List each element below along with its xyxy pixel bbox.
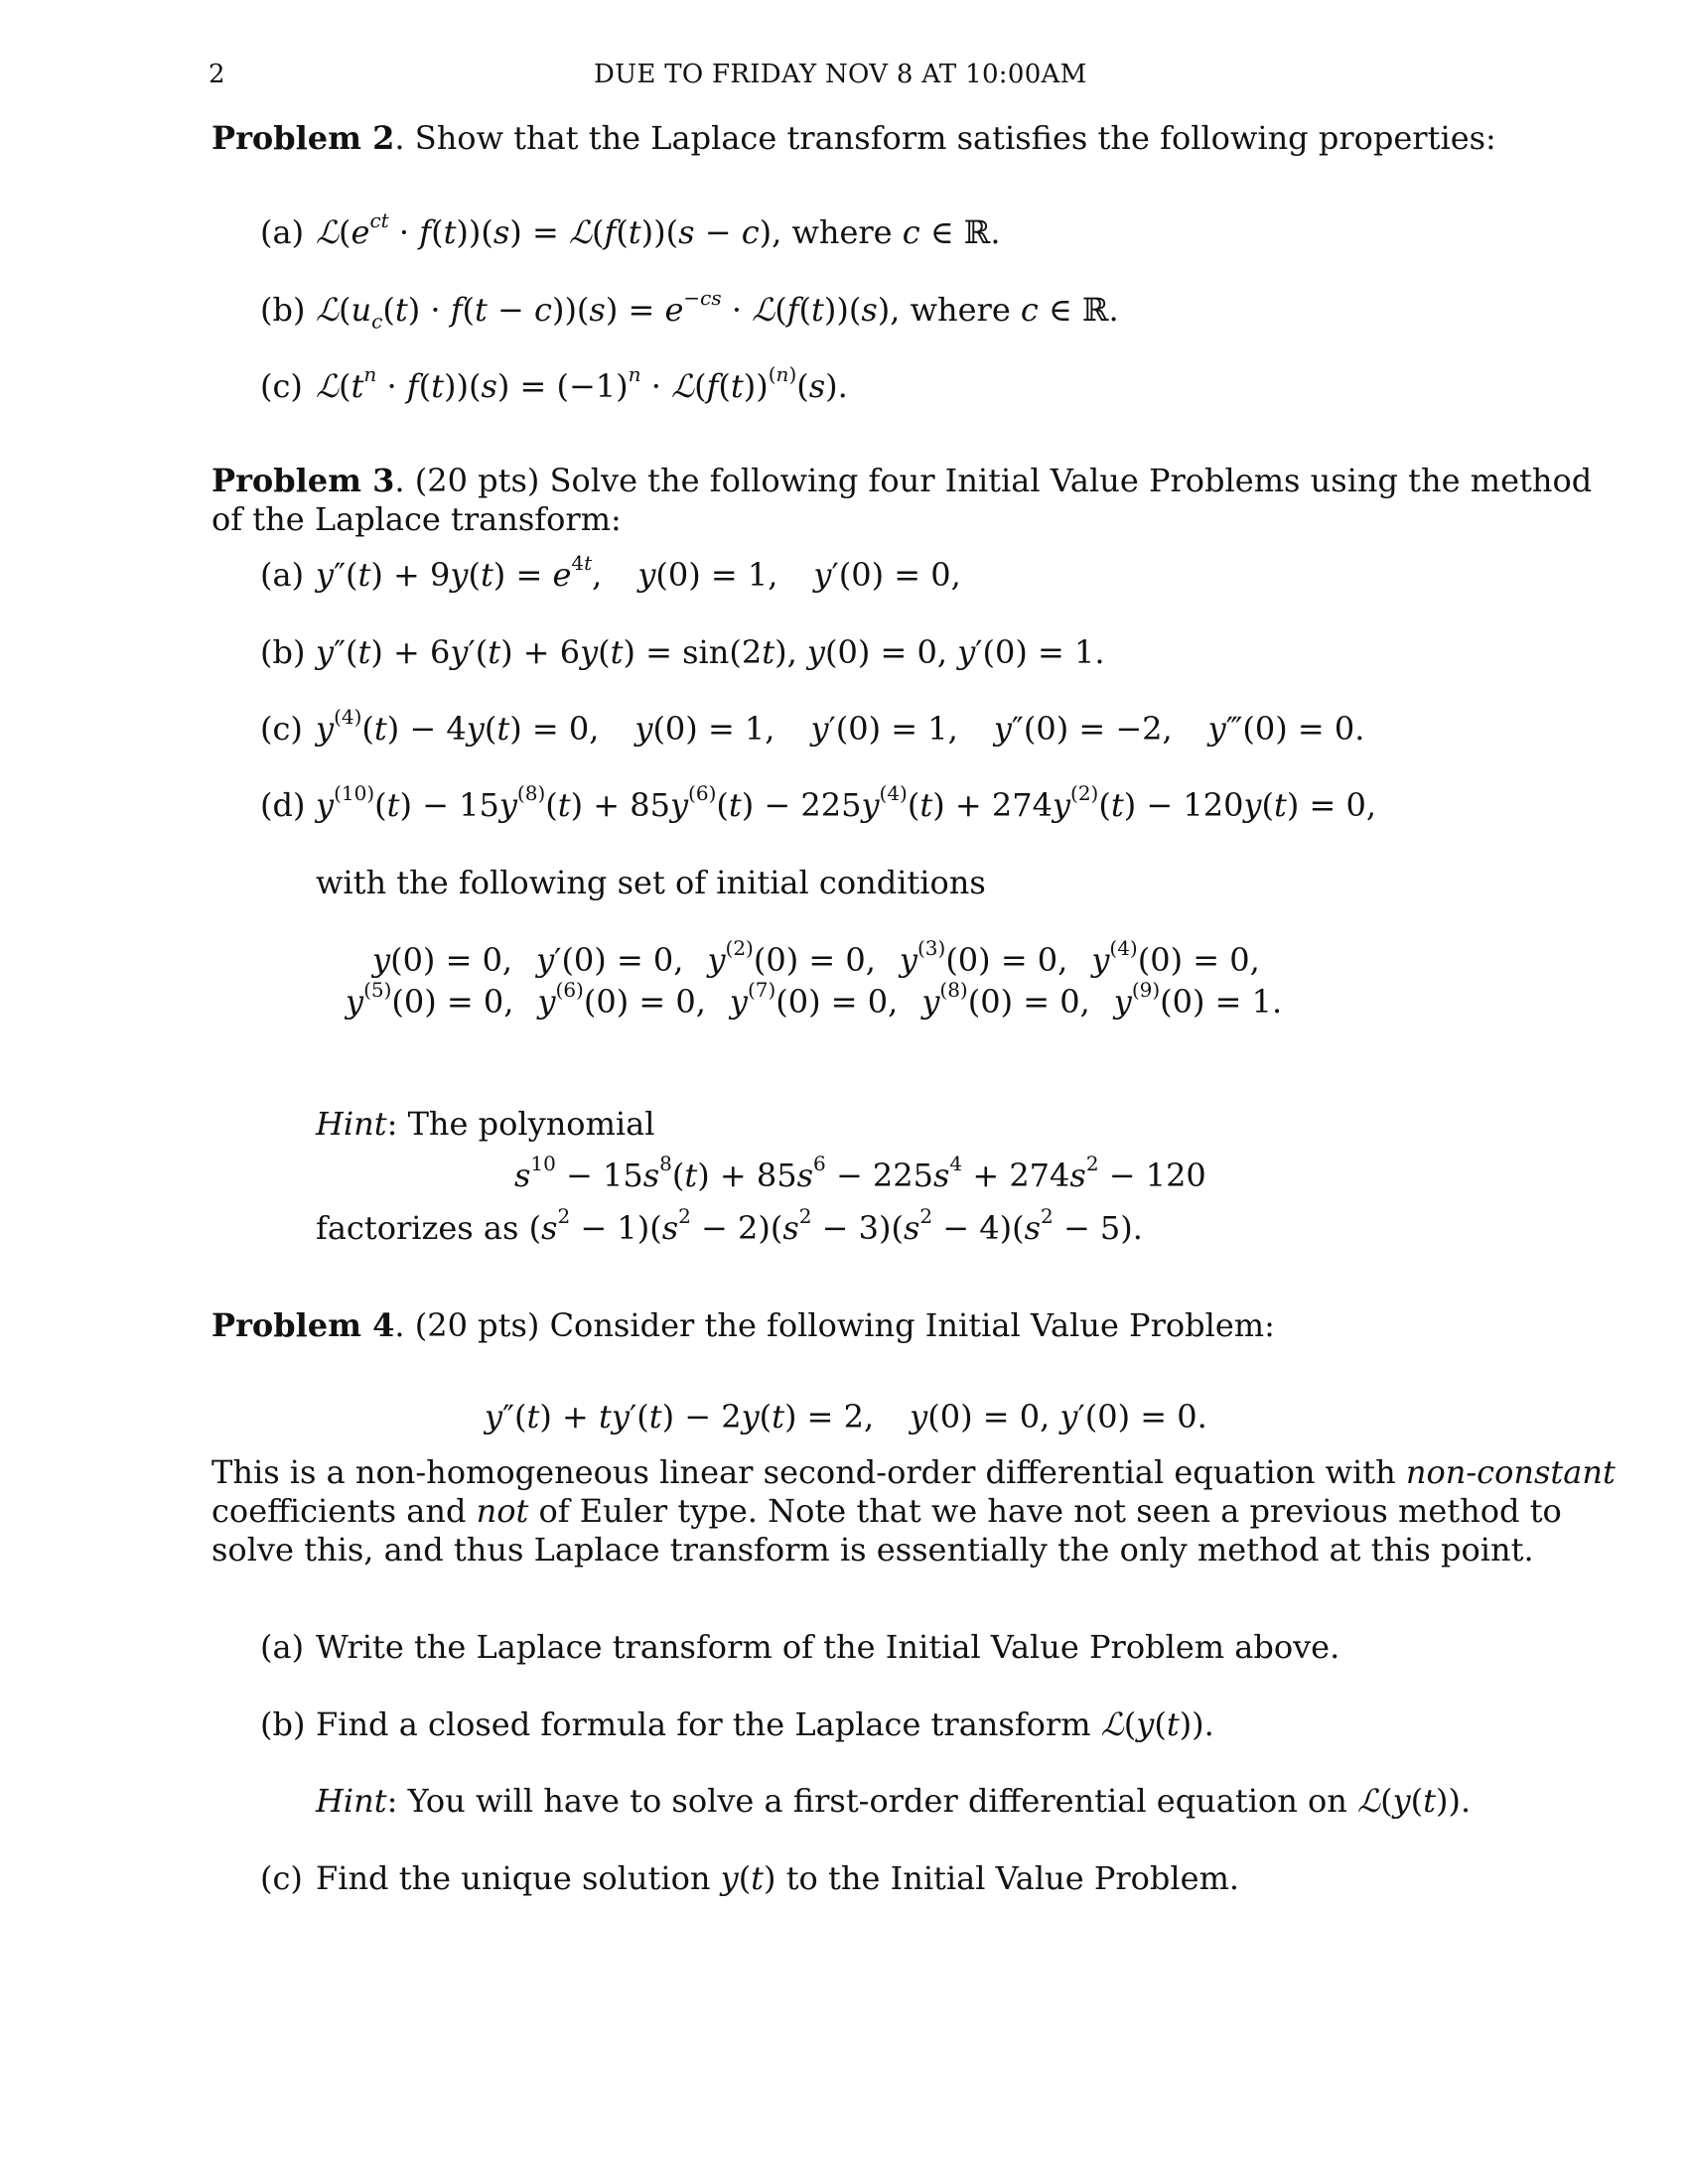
problem4-item-c: (c) Find the unique solution y(t) to the Initial Value Problem.: [260, 1859, 1240, 1897]
problem4-intro: . (20 pts) Consider the following Initial Value Problem:: [394, 1306, 1275, 1344]
hint-label: Hint: [316, 1782, 387, 1820]
item-label: (b): [260, 291, 306, 329]
item-label: (c): [260, 710, 303, 748]
problem4-hint: Hint: You will have to solve a first-order differential equation on ℒ(y(t)).: [316, 1782, 1472, 1820]
where-text: where: [910, 291, 1011, 329]
problem3-item-d: (d) $y^{(10)}(t) - 15y^{(8)}(t) + 85y^{(6)}(t) - 225y^{(4)}(t) + 274y^{(2)}(t) - 120y(t) = 0$,: [260, 781, 1377, 824]
problem3-heading: [211, 462, 1592, 500]
running-head: DUE TO FRIDAY NOV 8 AT 10:00AM: [594, 60, 1087, 89]
item-label: (b): [260, 633, 306, 671]
item-label: (a): [260, 1628, 305, 1666]
item-label: (c): [260, 1859, 303, 1897]
initial-conditions-row2: $y^{(5)}(0) = 0$, $y^{(6)}(0) = 0$, $y^{(7)}(0) = 0$, $y^{(8)}(0) = 0$, $y^{(9)}(0) = 1$.: [346, 978, 1283, 1021]
problem4-title: Problem 4: [211, 1306, 395, 1344]
initial-conditions-text: with the following set of initial conditions: [316, 864, 986, 901]
factorizes-text: factorizes as: [316, 1209, 519, 1247]
problem3-intro-line1: . (20 pts) Solve the following four Initial Value Problems using the method: [394, 462, 1593, 499]
hint-text: : The polynomial: [386, 1105, 655, 1143]
where-text: where: [791, 213, 893, 251]
problem3-item-b: (b) y″(t) + 6y′(t) + 6y(t) = sin(2t), y(0) = 0, y′(0) = 1.: [260, 633, 1105, 671]
problem3-title: Problem 3: [211, 462, 395, 499]
item-label: (d): [260, 786, 306, 824]
problem4-para-line1: This is a non-homogeneous linear second-order differential equation with non-constant: [211, 1453, 1616, 1491]
problem3-hint: [316, 1105, 654, 1144]
problem2-intro: . Show that the Laplace transform satisfies the following properties:: [394, 119, 1496, 157]
problem3-intro-line2: of the Laplace transform:: [211, 500, 622, 538]
problem4-item-a: (a) Write the Laplace transform of the Initial Value Problem above.: [260, 1628, 1340, 1666]
problem2-title: Problem 2: [211, 119, 395, 157]
problem4-item-b: (b) Find a closed formula for the Laplace transform ℒ(y(t)).: [260, 1706, 1214, 1743]
problem3-item-c: (c) $y^{(4)}(t) - 4y(t) = 0$, y(0) = 1, y′(0) = 1, y″(0) = −2, y‴(0) = 0.: [260, 705, 1365, 748]
problem3-item-a: (a) $y''(t) + 9y(t) = e^{4t}$, y(0) = 1, y′(0) = 0,: [260, 551, 961, 594]
hint-polynomial: $s^{10} - 15s^8(t) + 85s^6 - 225s^4 + 274s^2 - 120$: [514, 1152, 1206, 1194]
problem4-para-line3: solve this, and thus Laplace transform is essentially the only method at this point.: [211, 1531, 1534, 1569]
problem2-item-a: (a) $ℒ(e^{ct} \cdot f(t))(s)$ = ℒ(f(t))(s − c), where c ∈ ℝ.: [260, 208, 1001, 251]
item-label: (a): [260, 556, 305, 594]
problem2-item-b: (b) $ℒ(u_c(t) \cdot f(t - c))(s) = e^{-cs}$ · ℒ(f(t))(s), where c ∈ ℝ.: [260, 286, 1119, 334]
hint-text: : You will have to solve a first-order differential equation on: [386, 1782, 1347, 1820]
problem4-heading: [211, 1306, 1275, 1345]
item-label: (c): [260, 367, 303, 405]
initial-conditions-row1: y(0) = 0, y′(0) = 0, $y^{(2)}(0) = 0$, $y^{(3)}(0) = 0$, $y^{(4)}(0) = 0$,: [372, 936, 1260, 979]
problem2-heading: [211, 119, 1496, 158]
item-label: (b): [260, 1706, 306, 1743]
problem4-equation: y″(t) + ty′(t) − 2y(t) = 2, y(0) = 0, y′(0) = 0.: [485, 1398, 1207, 1435]
hint-label: Hint: [316, 1105, 387, 1143]
item-label: (a): [260, 213, 305, 251]
factorization: factorizes as $(s^2 - 1)(s^2 - 2)(s^2 - 3)(s^2 - 4)(s^2 - 5)$.: [316, 1204, 1143, 1247]
problem2-item-c: (c) $ℒ(t^n \cdot f(t))(s) = (-1)^n$ · $ℒ(f(t))^{(n)}(s)$.: [260, 362, 848, 405]
problem4-para-line2: coefficients and not of Euler type. Note that we have not seen a previous method to: [211, 1492, 1562, 1530]
page-number: 2: [209, 60, 225, 89]
